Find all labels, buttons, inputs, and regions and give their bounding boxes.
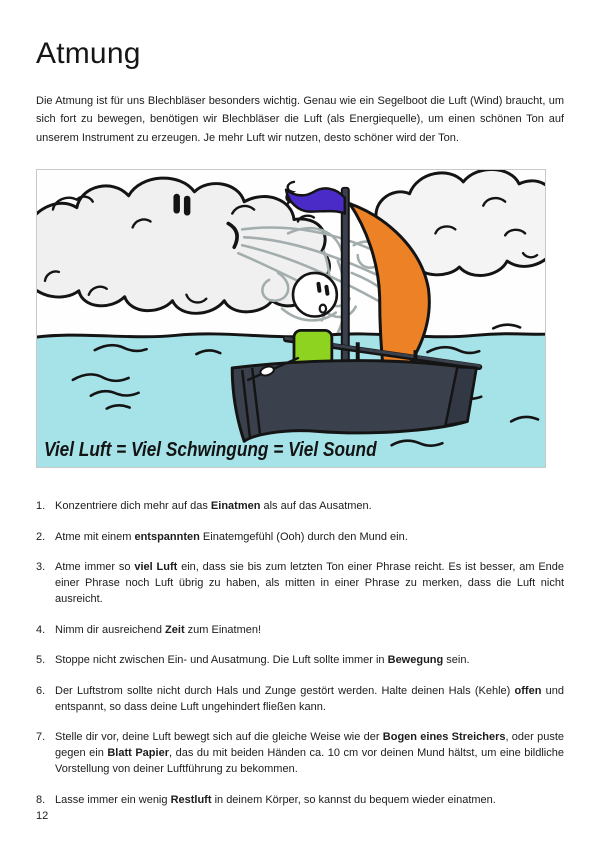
tip-number: 2. [36, 530, 46, 543]
page-number: 12 [36, 810, 49, 822]
tip-text: Der Luftstrom sollte nicht durch Hals und Zunge gestört werden. Halte deinen Hals (Kehle) offen und entspannt, so dass deine Luft ungehindert fließen kann. [55, 684, 564, 713]
tip-text: Nimm dir ausreichend Zeit zum Einatmen! [55, 623, 262, 636]
sailor-figure [293, 273, 337, 317]
tip-item-8 [36, 792, 564, 808]
tip-number: 6. [36, 684, 46, 697]
tip-item-1 [36, 498, 564, 514]
tip-item-6 [36, 683, 564, 715]
tip-item-4 [36, 622, 564, 638]
tip-text: Stoppe nicht zwischen Ein- und Ausatmung. Die Luft sollte immer in Bewegung sein. [55, 654, 470, 667]
intro-paragraph: Die Atmung ist für uns Blechbläser besonders wichtig. Genau wie ein Segelboot die Luft (Wind) braucht, um sich fort zu bewegen, benötigen wir Blechbläser die Luft (als Energiequelle), um einen schönen Ton auf unserem Instrument zu erzeugen. Je mehr Luft wir nutzen, desto schöner wird der Ton. [36, 95, 564, 144]
cloud-eye-right-icon [184, 196, 190, 216]
tip-text: Lasse immer ein wenig Restluft in deinem Körper, so kannst du bequem wieder einatmen. [55, 793, 496, 806]
tip-number: 3. [36, 561, 46, 574]
tip-item-5 [36, 652, 564, 668]
tips-list [36, 498, 564, 808]
tip-text: Konzentriere dich mehr auf das Einatmen als auf das Ausatmen. [55, 500, 372, 513]
tip-number: 7. [36, 731, 46, 744]
page-title: Atmung [36, 37, 141, 70]
sailboat-illustration [36, 169, 546, 468]
cloud-eye-left-icon [173, 194, 179, 214]
tip-text: Atme immer so viel Luft ein, dass sie bis zum letzten Ton einer Phrase reicht. Es ist besser, am Ende einer Phrase noch Luft übrig zu haben, als mitten in einer Phrase zu merken, dass die Luft nicht ausreicht. [55, 561, 565, 606]
tip-number: 4. [36, 623, 46, 636]
tip-item-2 [36, 529, 564, 545]
tip-number: 5. [36, 654, 46, 667]
tip-item-7 [36, 729, 564, 777]
illustration-caption: Viel Luft = Viel Schwingung = Viel Sound [43, 438, 378, 462]
sailboat-illustration-svg [37, 170, 545, 467]
tip-text: Atme mit einem entspannten Einatemgefühl (Ooh) durch den Mund ein. [55, 530, 408, 543]
tip-text: Stelle dir vor, deine Luft bewegt sich auf die gleiche Weise wie der Bogen eines Streichers, oder puste gegen ein Blatt Papier, das du mit beiden Händen ca. 10 cm vor deinen Mund hältst, um eine bildliche Vorstellung von deiner Luftführung zu bekommen. [55, 731, 564, 776]
tip-item-3 [36, 559, 564, 607]
tip-number: 1. [36, 500, 46, 513]
tip-number: 8. [36, 793, 46, 806]
